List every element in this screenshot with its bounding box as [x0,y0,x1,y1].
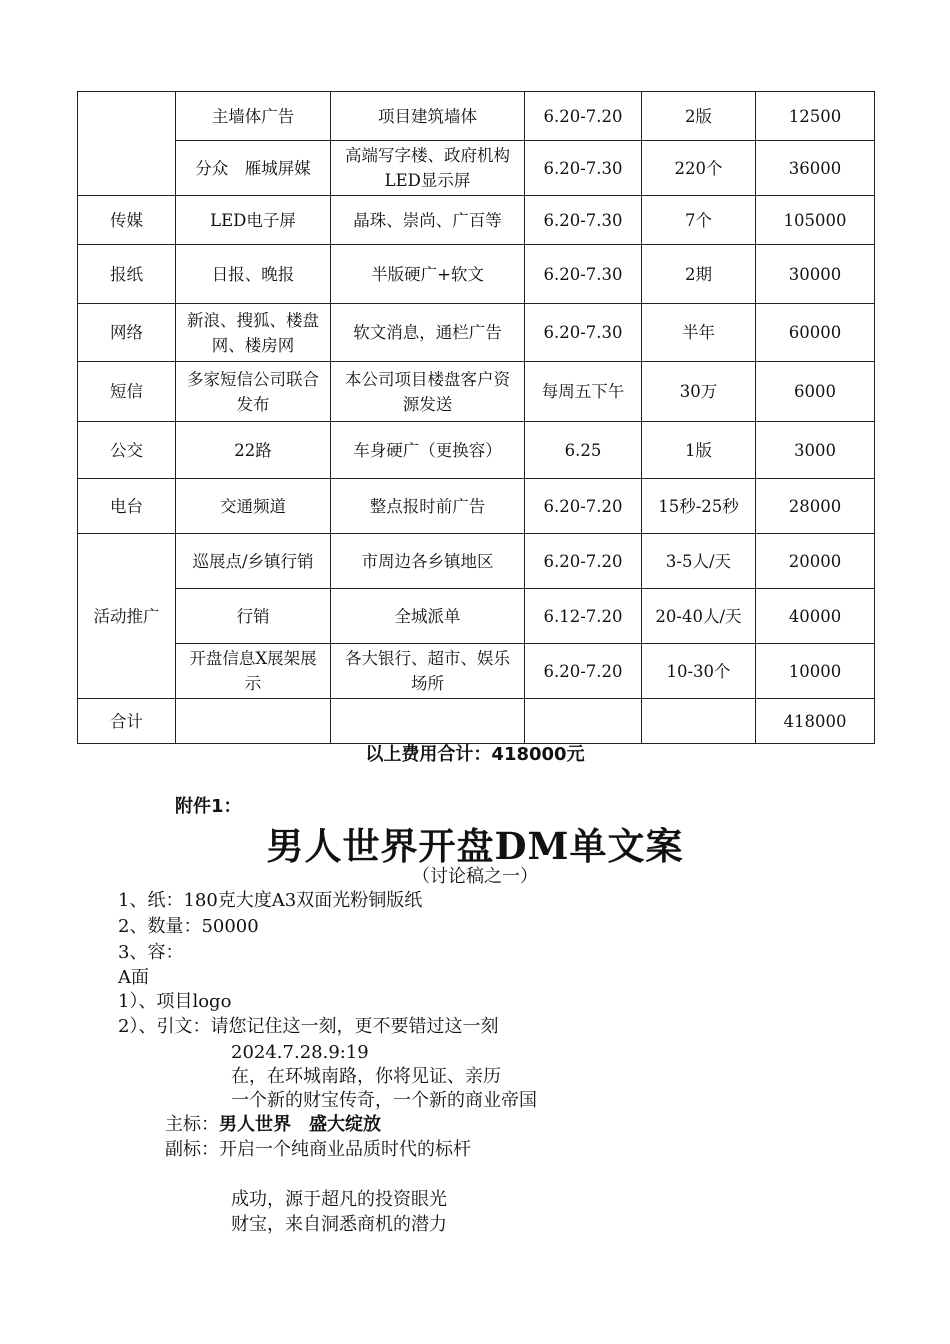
dm-item-quantity: 2、数量：50000 [118,916,259,937]
category-cell: 公交 [78,422,176,479]
quantity-cell [642,699,756,744]
dm-item-quote: 2）、引文：请您记住这一刻，更不要错过这一刻 [118,1016,499,1037]
category-cell: 活动推广 [78,534,176,699]
quote-line-2: 在，在环城南路，你将见证、亲历 [231,1066,501,1087]
quantity-cell: 3-5人/天 [642,534,756,589]
content-cell: 车身硬广（更换容） [331,422,525,479]
fee-cell: 28000 [756,479,875,534]
period-cell: 6.20-7.20 [525,534,642,589]
period-cell: 6.20-7.30 [525,141,642,196]
dm-item-content: 3、容： [118,942,184,963]
fee-cell: 30000 [756,245,875,304]
media-budget-table [77,91,875,744]
content-cell: 高端写字楼、政府机构LED显示屏 [331,141,525,196]
category-cell [78,92,176,196]
channel-cell: 主墙体广告 [176,92,331,141]
period-cell: 每周五下午 [525,362,642,422]
content-cell: 全城派单 [331,589,525,644]
quantity-cell: 20-40人/天 [642,589,756,644]
main-headline-label: 主标： [165,1114,219,1135]
quantity-cell: 7个 [642,196,756,245]
table-row [78,479,875,534]
channel-cell: 日报、晚报 [176,245,331,304]
category-cell: 合计 [78,699,176,744]
content-cell: 本公司项目楼盘客户资源发送 [331,362,525,422]
channel-cell: 巡展点/乡镇行销 [176,534,331,589]
main-headline-text: 男人世界 盛大绽放 [219,1114,381,1135]
channel-cell: 行销 [176,589,331,644]
channel-cell: 开盘信息X展架展示 [176,644,331,699]
main-headline [165,1113,381,1137]
channel-cell: 新浪、搜狐、楼盘网、楼房网 [176,304,331,362]
attachment-label: 附件1： [175,796,242,817]
dm-item-paper: 1、纸：180克大度A3双面光粉铜版纸 [118,890,423,911]
content-cell: 项目建筑墙体 [331,92,525,141]
fee-cell: 12500 [756,92,875,141]
content-cell: 半版硬广+软文 [331,245,525,304]
table-row [78,534,875,589]
dm-item-logo: 1）、项目logo [118,991,232,1012]
table-row [78,196,875,245]
channel-cell: 分众 雁城屏媒 [176,141,331,196]
quantity-cell: 15秒-25秒 [642,479,756,534]
fee-cell: 10000 [756,644,875,699]
closing-line-2: 财宝，来自洞悉商机的潜力 [231,1214,447,1235]
fee-cell: 418000 [756,699,875,744]
table-row [78,304,875,362]
dm-subtitle: （讨论稿之一） [412,866,538,887]
quantity-cell: 30万 [642,362,756,422]
fee-cell: 6000 [756,362,875,422]
category-cell: 短信 [78,362,176,422]
sub-headline-label: 副标： [165,1139,219,1160]
content-cell: 整点报时前广告 [331,479,525,534]
category-cell: 报纸 [78,245,176,304]
category-cell: 电台 [78,479,176,534]
period-cell: 6.25 [525,422,642,479]
fee-cell: 36000 [756,141,875,196]
channel-cell: 交通频道 [176,479,331,534]
period-cell: 6.20-7.20 [525,644,642,699]
quantity-cell: 10-30个 [642,644,756,699]
quantity-cell: 1版 [642,422,756,479]
table-row [78,699,875,744]
quantity-cell: 2期 [642,245,756,304]
category-cell: 传媒 [78,196,176,245]
fee-cell: 60000 [756,304,875,362]
period-cell [525,699,642,744]
table-row [78,92,875,141]
period-cell: 6.20-7.30 [525,245,642,304]
content-cell: 软文消息，通栏广告 [331,304,525,362]
fee-cell: 3000 [756,422,875,479]
period-cell: 6.20-7.20 [525,479,642,534]
closing-line-1: 成功，源于超凡的投资眼光 [231,1189,447,1210]
quote-date: 2024.7.28.9:19 [231,1042,369,1063]
channel-cell [176,699,331,744]
quantity-cell: 220个 [642,141,756,196]
content-cell: 市周边各乡镇地区 [331,534,525,589]
sub-headline-text: 开启一个纯商业品质时代的标杆 [219,1139,471,1160]
table-row [78,245,875,304]
channel-cell: LED电子屏 [176,196,331,245]
period-cell: 6.20-7.30 [525,304,642,362]
period-cell: 6.20-7.30 [525,196,642,245]
content-cell [331,699,525,744]
content-cell: 晶珠、崇尚、广百等 [331,196,525,245]
table-row [78,362,875,422]
table-row [78,589,875,644]
channel-cell: 22路 [176,422,331,479]
content-cell: 各大银行、超市、娱乐场所 [331,644,525,699]
quote-line-3: 一个新的财宝传奇，一个新的商业帝国 [231,1090,537,1111]
category-cell: 网络 [78,304,176,362]
period-cell: 6.20-7.20 [525,92,642,141]
budget-table-body [78,92,875,744]
dm-title: 男人世界开盘DM单文案 [266,824,684,868]
fee-cell: 40000 [756,589,875,644]
channel-cell: 多家短信公司联合发布 [176,362,331,422]
table-row [78,422,875,479]
quantity-cell: 半年 [642,304,756,362]
total-cost-line: 以上费用合计：418000元 [365,744,585,765]
dm-side-a: A面 [118,967,149,988]
table-row [78,141,875,196]
fee-cell: 105000 [756,196,875,245]
table-row [78,644,875,699]
fee-cell: 20000 [756,534,875,589]
sub-headline [165,1138,471,1162]
period-cell: 6.12-7.20 [525,589,642,644]
quantity-cell: 2版 [642,92,756,141]
